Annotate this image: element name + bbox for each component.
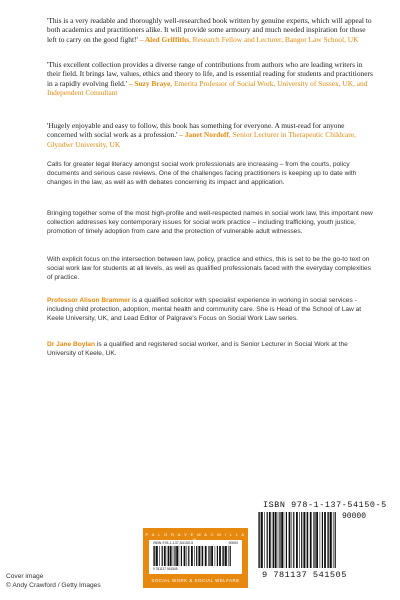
isbn-label: ISBN 978-1-137-54150-5 (263, 500, 387, 510)
barcode-bar (209, 546, 210, 566)
barcode-bar (168, 546, 169, 566)
barcode-bar (223, 546, 224, 566)
barcode-bar (261, 512, 263, 568)
quote-attribution: – Janet Nordoff, Senior Lecturer in Therapeutic Childcare, Glyndwr University, UK (47, 130, 356, 149)
quote-text: 'Hugely enjoyable and easy to follow, this book has something for everyone. A must-read for anyone concerned with social work as a profession.' (47, 121, 345, 140)
mini-barcode-icon (153, 546, 238, 566)
quote-attribution: – Suzy Braye, Emerita Professor of Social Work, University of Sussex, UK, and Independent Consultant (47, 78, 368, 98)
barcode-bar (201, 546, 202, 566)
barcode-bar (314, 512, 315, 568)
barcode-bar (196, 546, 197, 566)
barcode-bar (167, 546, 168, 566)
barcode-bar (219, 546, 221, 566)
description-paragraph-2: Bringing together some of the most high-profile and well-respected names in social work law, this important new collection addresses key contemporary issues for social work practice – including trafficking, youth justice, promotion of timely adoption from care and the protection of vulnerable adult witnesses. (47, 210, 373, 236)
barcode-bar (289, 512, 291, 568)
barcode-bar (267, 512, 268, 568)
barcode-bar (211, 546, 213, 566)
barcode-bar (299, 512, 300, 568)
barcode-bar (328, 512, 329, 568)
barcode-bar (307, 512, 308, 568)
review-quote-2 (47, 60, 375, 98)
barcode-bar (181, 546, 182, 566)
barcode-bar (322, 512, 323, 568)
publisher-category: SOCIAL WORK & SOCIAL WELFARE (151, 578, 240, 583)
barcode-bar (275, 512, 277, 568)
barcode-bar (191, 546, 193, 566)
barcode-bar (293, 512, 294, 568)
publisher-brand: P A L G R A V E M A C M I L L A (145, 532, 246, 537)
barcode-bar (313, 512, 314, 568)
barcode-bar (292, 512, 293, 568)
barcode-bar (316, 512, 318, 568)
barcode-bar (208, 546, 209, 566)
barcode-bar (179, 546, 180, 566)
barcode-bar (264, 512, 265, 568)
review-quote-1 (47, 16, 375, 44)
cover-credit-line-2: © Andy Crawford / Getty Images (6, 582, 101, 589)
mini-price: 90000 (228, 541, 238, 545)
publisher-box (143, 528, 248, 588)
quote-text: 'This is a very readable and thoroughly well-researched book written by genuine experts, which will appeal to both academics and practitioners alike. It will provide some armoury and much needed inspiration for those left to carry on the good fight!' (47, 16, 372, 44)
barcode-bar (194, 546, 195, 566)
barcode-bar (154, 546, 155, 566)
barcode-bar (217, 546, 218, 566)
barcode-bar (258, 512, 259, 568)
barcode-bar (159, 546, 160, 566)
barcode-bar (184, 546, 186, 566)
barcode-bar (198, 546, 200, 566)
barcode-bar (303, 512, 305, 568)
author-bio-1 (47, 296, 377, 324)
barcode-bar (279, 512, 280, 568)
barcode-bar (173, 546, 174, 566)
barcode-bar (284, 512, 285, 568)
barcode-bar (310, 512, 312, 568)
author-name: Professor Alison Brammer (47, 297, 131, 304)
barcode-bar (324, 512, 326, 568)
barcode-bar (327, 512, 328, 568)
barcode-bar (333, 512, 334, 568)
barcode-bar (222, 546, 223, 566)
barcode-bar (153, 546, 154, 566)
barcode-bar (335, 512, 336, 568)
author-name: Dr Jane Boylan (47, 341, 96, 348)
barcode-bar (296, 512, 298, 568)
barcode-bar (320, 512, 321, 568)
barcode-bar (306, 512, 307, 568)
review-quote-3 (47, 121, 375, 149)
mini-digits: 9 781137 541505 (153, 567, 178, 571)
mini-isbn: ISBN 978-1-137-54150-5 (153, 541, 194, 545)
barcode-bar (162, 546, 163, 566)
barcode-digits: 9 781137 541505 (262, 570, 347, 580)
barcode-bar (228, 546, 229, 566)
barcode-bar (205, 546, 207, 566)
barcode-bar (174, 546, 175, 566)
description-paragraph-3: With explicit focus on the intersection between law, policy, practice and ethics, this is set to be the go-to text on social work law for students at all levels, as well as qualified professionals faced with the everyday complexities of practice. (47, 256, 371, 282)
description-paragraph-1: Calls for greater legal literacy amongst social work professionals are increasing – from the courts, policy documents and serious case reviews. One of the challenges facing practitioners is keeping up to date with changes in the law, as well as with debates concerning its impact and application. (47, 161, 357, 187)
barcode-bar (301, 512, 302, 568)
author-bio-text: is a qualified and registered social worker, and is Senior Lecturer in Social Work at the University of Keele, UK. (47, 341, 348, 358)
cover-credit (6, 572, 101, 590)
barcode-bar (188, 546, 189, 566)
barcode-bar (202, 546, 203, 566)
quote-text: 'This excellent collection provides a diverse range of contributions from authors who are leading writers in their field. It brings law, values, ethics and theory to life, and is essential reading for students and practitioners in a rapidly evolving field.' (47, 60, 373, 88)
barcode-bar (225, 546, 227, 566)
barcode-bar (187, 546, 188, 566)
barcode-bar (176, 546, 178, 566)
barcode-bar (170, 546, 172, 566)
barcode-bar (278, 512, 279, 568)
barcode-bar (281, 512, 283, 568)
barcode-bar (330, 512, 332, 568)
barcode-bar (164, 546, 166, 566)
quote-attribution: – Aled Griffiths, Research Fellow and Lecturer, Bangor Law School, UK (139, 34, 359, 44)
cover-credit-line-1: Cover image (6, 573, 44, 580)
barcode-bar (259, 512, 260, 568)
author-bio-2 (47, 340, 377, 358)
barcode-bar (215, 546, 216, 566)
barcode-bar (269, 512, 271, 568)
barcode-bar (156, 546, 158, 566)
mini-barcode-panel (149, 540, 242, 574)
barcode-bar (230, 546, 231, 566)
barcode-bar (286, 512, 287, 568)
price-code: 90000 (342, 512, 367, 521)
barcode-bar (273, 512, 274, 568)
barcode-bar (272, 512, 273, 568)
author-bio-text: is a qualified solicitor with specialist experience in working in social services - including child protection, adoption, mental health and community care. She is Head of the School of Law at Keele University, UK, and Lead Editor of Palgrave's Focus on Social Work Law series. (47, 297, 362, 323)
